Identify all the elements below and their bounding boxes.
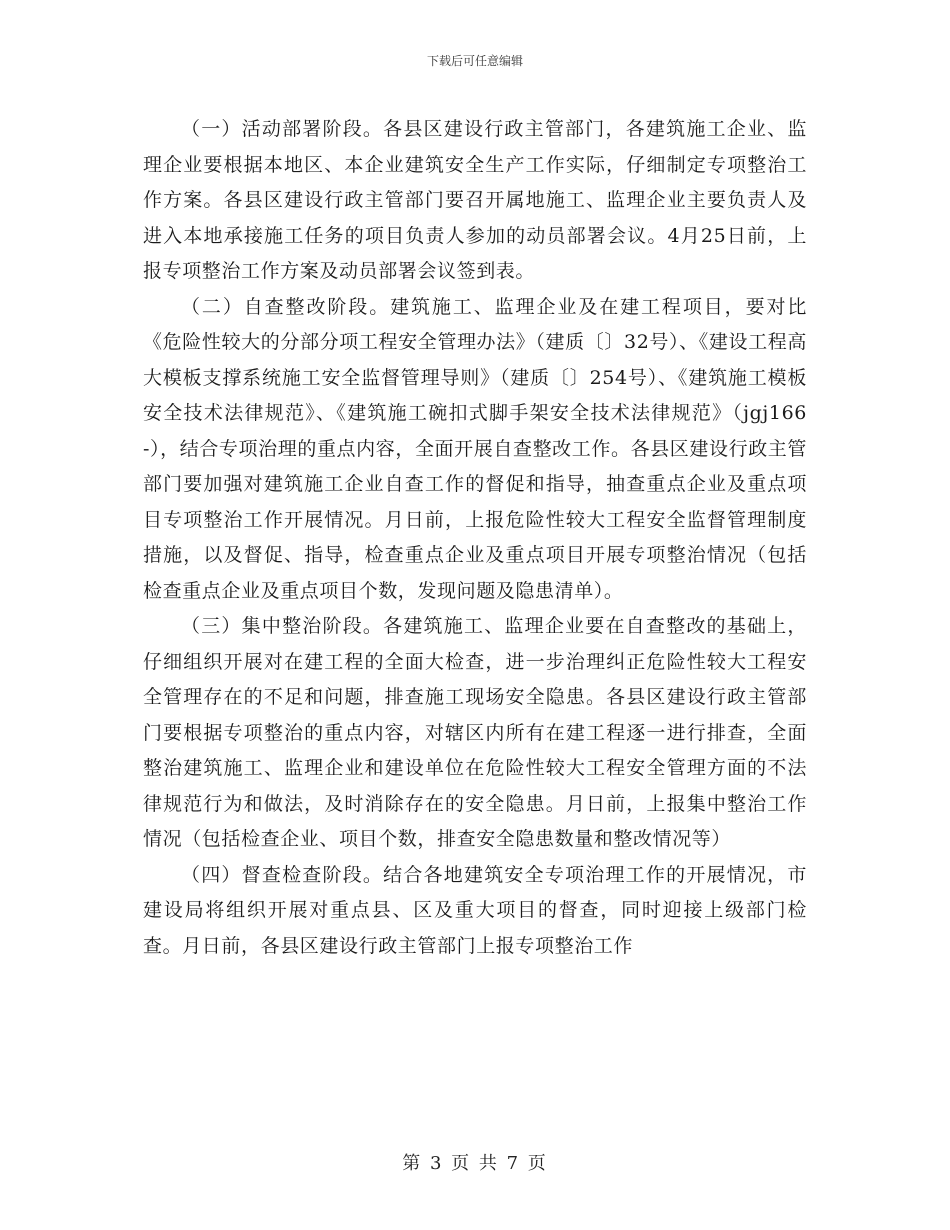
paragraph-deployment-stage: （一）活动部署阶段。各县区建设行政主管部门，各建筑施工企业、监理企业要根据本地区、本企业建筑安全生产工作实际，仔细制定专项整治工作方案。各县区建设行政主管部门要召开属地施工、监理企业主要负责人及进入本地承接施工任务的项目负责人参加的动员部署会议。4月25日前，上报专项整治工作方案及动员部署会议签到表。: [143, 118, 807, 282]
page-header: 下载后可任意编辑: [426, 54, 523, 68]
paragraph-self-inspection-stage: （二）自查整改阶段。建筑施工、监理企业及在建工程项目，要对比《危险性较大的分部分项工程安全管理办法》（建质〔〕32号）、《建设工程高大模板支撑系统施工安全监督管理导则》（建质〔〕254号）、《建筑施工模板安全技术法律规范》、《建筑施工碗扣式脚手架安全技术法律规范》（jgj166-），结合专项治理的重点内容，全面开展自查整改工作。各县区建设行政主管部门要加强对建筑施工企业自查工作的督促和指导，抽查重点企业及重点项目专项整治工作开展情况。月日前，上报危险性较大工程安全监督管理制度措施，以及督促、指导，检查重点企业及重点项目开展专项整治情况（包括检查重点企业及重点项目个数，发现问题及隐患清单）。: [143, 295, 807, 602]
page-number: 第 3 页 共 7 页: [402, 1153, 548, 1174]
document-body: [143, 112, 807, 964]
paragraph-concentrated-rectification-stage: （三）集中整治阶段。各建筑施工、监理企业要在自查整改的基础上，仔细组织开展对在建工程的全面大检查，进一步治理纠正危险性较大工程安全管理存在的不足和问题，排查施工现场安全隐患。各县区建设行政主管部门要根据专项整治的重点内容，对辖区内所有在建工程逐一进行排查，全面整治建筑施工、监理企业和建设单位在危险性较大工程安全管理方面的不法律规范行为和做法，及时消除存在的安全隐患。月日前，上报集中整治工作情况（包括检查企业、项目个数，排查安全隐患数量和整改情况等）: [143, 615, 807, 850]
paragraph-supervision-stage: （四）督查检查阶段。结合各地建筑安全专项治理工作的开展情况，市建设局将组织开展对重点县、区及重大项目的督查，同时迎接上级部门检查。月日前，各县区建设行政主管部门上报专项整治工作: [143, 863, 807, 957]
